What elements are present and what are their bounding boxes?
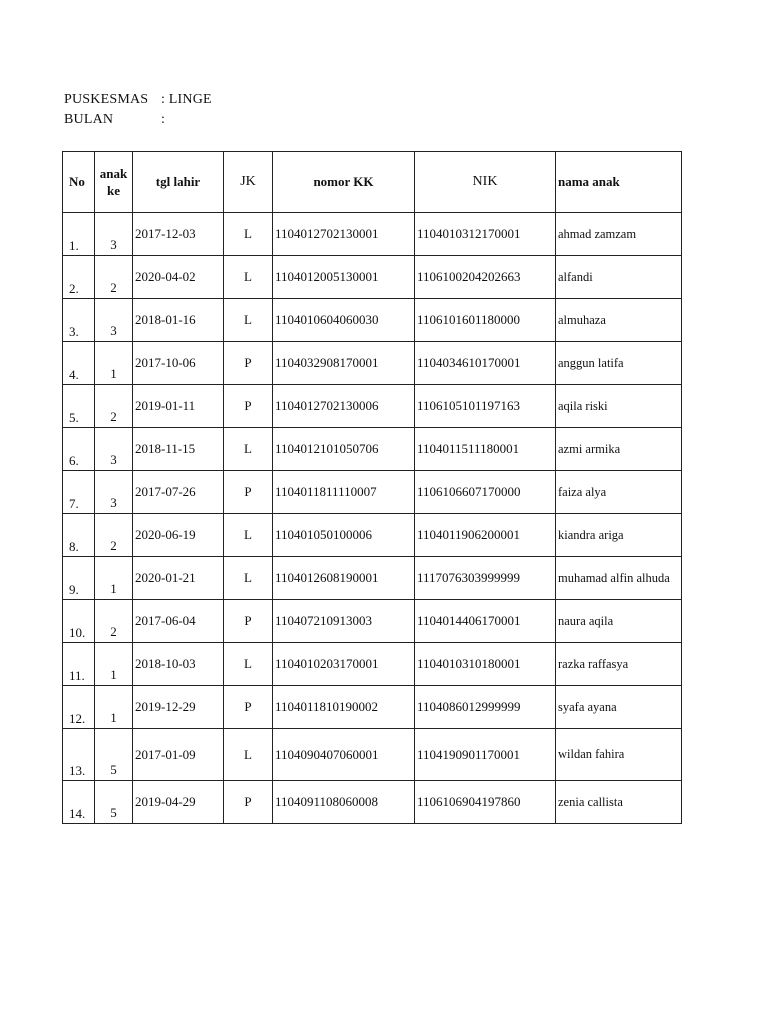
table-row <box>63 428 682 471</box>
puskesmas-value: : LINGE <box>161 92 212 107</box>
cell-no: 13. <box>63 729 95 781</box>
cell-nama-anak: almuhaza <box>556 299 682 342</box>
cell-jk: L <box>224 428 273 471</box>
column-header-tgl-lahir: tgl lahir <box>133 152 224 213</box>
table-body <box>63 213 682 824</box>
cell-tgl-lahir: 2018-10-03 <box>133 643 224 686</box>
cell-nomor-kk: 110407210913003 <box>273 600 415 643</box>
cell-jk: L <box>224 643 273 686</box>
table-row <box>63 256 682 299</box>
cell-nik: 1104010312170001 <box>415 213 556 256</box>
cell-nama-anak: aqila riski <box>556 385 682 428</box>
cell-nomor-kk: 1104011810190002 <box>273 686 415 729</box>
cell-anak-ke: 2 <box>95 600 133 643</box>
table-row <box>63 471 682 514</box>
cell-nik: 1104011906200001 <box>415 514 556 557</box>
table-row <box>63 643 682 686</box>
cell-nomor-kk: 1104012608190001 <box>273 557 415 600</box>
cell-nik: 1106100204202663 <box>415 256 556 299</box>
cell-nik: 1106106904197860 <box>415 781 556 824</box>
cell-nomor-kk: 1104011811110007 <box>273 471 415 514</box>
cell-nomor-kk: 1104012005130001 <box>273 256 415 299</box>
cell-nomor-kk: 1104032908170001 <box>273 342 415 385</box>
cell-jk: L <box>224 557 273 600</box>
column-header-nik: NIK <box>415 152 556 213</box>
cell-no: 4. <box>63 342 95 385</box>
cell-tgl-lahir: 2017-01-09 <box>133 729 224 781</box>
cell-no: 5. <box>63 385 95 428</box>
cell-nik: 1104190901170001 <box>415 729 556 781</box>
column-header-anak-ke: anak ke <box>95 152 133 213</box>
cell-nomor-kk: 1104012702130006 <box>273 385 415 428</box>
table-row <box>63 781 682 824</box>
cell-nomor-kk: 1104012101050706 <box>273 428 415 471</box>
cell-tgl-lahir: 2019-12-29 <box>133 686 224 729</box>
cell-nama-anak: muhamad alfin alhuda <box>556 557 682 600</box>
cell-no: 12. <box>63 686 95 729</box>
cell-nama-anak: razka raffasya <box>556 643 682 686</box>
cell-anak-ke: 5 <box>95 781 133 824</box>
cell-nik: 1104010310180001 <box>415 643 556 686</box>
table-row <box>63 514 682 557</box>
column-header-nomor-kk: nomor KK <box>273 152 415 213</box>
cell-no: 10. <box>63 600 95 643</box>
cell-jk: L <box>224 299 273 342</box>
cell-no: 7. <box>63 471 95 514</box>
cell-nik: 1106106607170000 <box>415 471 556 514</box>
cell-nomor-kk: 1104010203170001 <box>273 643 415 686</box>
cell-nama-anak: syafa ayana <box>556 686 682 729</box>
cell-anak-ke: 1 <box>95 557 133 600</box>
cell-no: 8. <box>63 514 95 557</box>
cell-nomor-kk: 1104090407060001 <box>273 729 415 781</box>
bulan-value: : <box>161 112 166 127</box>
table-row <box>63 342 682 385</box>
cell-tgl-lahir: 2020-01-21 <box>133 557 224 600</box>
cell-nama-anak: anggun latifa <box>556 342 682 385</box>
cell-anak-ke: 3 <box>95 471 133 514</box>
cell-tgl-lahir: 2018-11-15 <box>133 428 224 471</box>
table-row <box>63 213 682 256</box>
cell-anak-ke: 1 <box>95 643 133 686</box>
cell-anak-ke: 2 <box>95 514 133 557</box>
cell-no: 14. <box>63 781 95 824</box>
cell-anak-ke: 1 <box>95 686 133 729</box>
cell-jk: L <box>224 256 273 299</box>
cell-no: 3. <box>63 299 95 342</box>
cell-jk: P <box>224 600 273 643</box>
table-row <box>63 557 682 600</box>
cell-nama-anak: ahmad zamzam <box>556 213 682 256</box>
column-header-no: No <box>63 152 95 213</box>
cell-nama-anak: kiandra ariga <box>556 514 682 557</box>
cell-anak-ke: 1 <box>95 342 133 385</box>
cell-nik: 1104014406170001 <box>415 600 556 643</box>
cell-jk: L <box>224 729 273 781</box>
table-row <box>63 299 682 342</box>
cell-nomor-kk: 1104010604060030 <box>273 299 415 342</box>
cell-no: 9. <box>63 557 95 600</box>
cell-nama-anak: alfandi <box>556 256 682 299</box>
cell-nik: 1104034610170001 <box>415 342 556 385</box>
data-table <box>62 151 682 824</box>
cell-tgl-lahir: 2017-10-06 <box>133 342 224 385</box>
bulan-label: BULAN <box>64 112 114 127</box>
cell-anak-ke: 3 <box>95 213 133 256</box>
table-row <box>63 686 682 729</box>
cell-tgl-lahir: 2020-04-02 <box>133 256 224 299</box>
cell-nomor-kk: 1104091108060008 <box>273 781 415 824</box>
cell-tgl-lahir: 2019-01-11 <box>133 385 224 428</box>
cell-no: 2. <box>63 256 95 299</box>
cell-jk: P <box>224 686 273 729</box>
cell-jk: L <box>224 213 273 256</box>
cell-jk: P <box>224 471 273 514</box>
column-header-nama-anak: nama anak <box>556 152 682 213</box>
cell-tgl-lahir: 2017-06-04 <box>133 600 224 643</box>
cell-nik: 1104011511180001 <box>415 428 556 471</box>
cell-nomor-kk: 1104012702130001 <box>273 213 415 256</box>
header-puskesmas <box>64 92 212 108</box>
table-header-row <box>63 152 682 213</box>
cell-no: 6. <box>63 428 95 471</box>
cell-nama-anak: wildan fahira <box>556 729 682 781</box>
cell-jk: P <box>224 385 273 428</box>
cell-no: 1. <box>63 213 95 256</box>
puskesmas-label: PUSKESMAS <box>64 92 149 107</box>
cell-anak-ke: 5 <box>95 729 133 781</box>
cell-anak-ke: 3 <box>95 428 133 471</box>
cell-anak-ke: 3 <box>95 299 133 342</box>
cell-jk: L <box>224 514 273 557</box>
cell-nik: 1104086012999999 <box>415 686 556 729</box>
cell-nomor-kk: 110401050100006 <box>273 514 415 557</box>
table-row <box>63 385 682 428</box>
cell-nik: 1117076303999999 <box>415 557 556 600</box>
cell-nama-anak: faiza alya <box>556 471 682 514</box>
cell-anak-ke: 2 <box>95 256 133 299</box>
cell-tgl-lahir: 2018-01-16 <box>133 299 224 342</box>
table-row <box>63 729 682 781</box>
cell-nama-anak: zenia callista <box>556 781 682 824</box>
cell-jk: P <box>224 781 273 824</box>
cell-no: 11. <box>63 643 95 686</box>
cell-anak-ke: 2 <box>95 385 133 428</box>
table-row <box>63 600 682 643</box>
header-bulan <box>64 112 165 128</box>
cell-nama-anak: naura aqila <box>556 600 682 643</box>
cell-tgl-lahir: 2017-12-03 <box>133 213 224 256</box>
cell-tgl-lahir: 2017-07-26 <box>133 471 224 514</box>
cell-nama-anak: azmi armika <box>556 428 682 471</box>
column-header-jk: JK <box>224 152 273 213</box>
cell-tgl-lahir: 2019-04-29 <box>133 781 224 824</box>
cell-nik: 1106105101197163 <box>415 385 556 428</box>
cell-jk: P <box>224 342 273 385</box>
cell-nik: 1106101601180000 <box>415 299 556 342</box>
cell-tgl-lahir: 2020-06-19 <box>133 514 224 557</box>
